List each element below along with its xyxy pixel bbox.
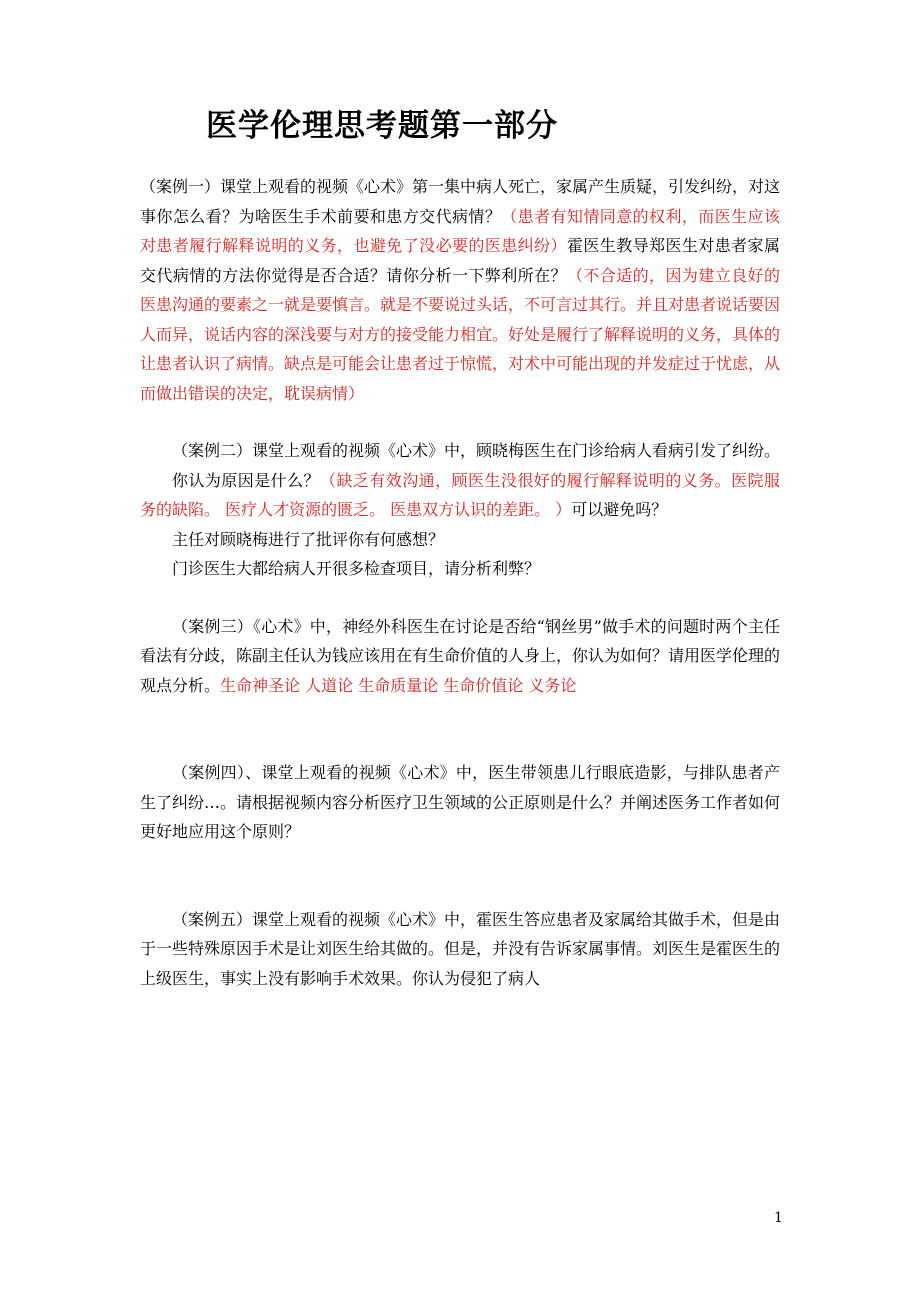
- case2-answer1: （缺乏有效沟通，顾医生没很好的履行解释说明的义务。医院服务的缺陷。 医疗人才资源的匮乏。 医患双方认识的差距。 ）: [140, 470, 780, 519]
- case3-answer: 生命神圣论 人道论 生命质量论 生命价值论 义务论: [220, 675, 577, 695]
- page-title: 医学伦理思考题第一部分: [206, 108, 558, 144]
- case1-paragraph: [140, 172, 780, 408]
- case3-paragraph: [140, 612, 780, 701]
- case1-answer2: （不合适的，因为建立良好的医患沟通的要素之一就是要慎言。就是不要说过头话，不可言过其行。并且对患者说话要因人而异，说话内容的深浅要与对方的接受能力相宜。好处是履行了解释说明的义务，具体的让患者认识了病情。缺点是可能会让患者过于惊慌，对术中可能出现的并发症过于忧虑，从而做出错误的决定，耽误病情）: [140, 265, 781, 403]
- case5-paragraph: （案例五）课堂上观看的视频《心术》中，霍医生答应患者及家属给其做手术，但是由于一些特殊原因手术是让刘医生给其做的。但是，并没有告诉家属事情。刘医生是霍医生的上级医生，事实上没有影响手术效果。你认为侵犯了病人: [140, 909, 781, 988]
- document-body: [140, 172, 780, 993]
- page-number: 1: [774, 1210, 783, 1226]
- case1-question2: 霍医生教导郑医生对患者家属交代病情的方法你觉得是否合适？请你分析一下弊利所在？: [140, 236, 780, 285]
- spacer: [140, 408, 780, 436]
- case1-answer1: （患者有知情同意的权利，而医生应该对患者履行解释说明的义务，也避免了没必要的医患纠纷）: [140, 206, 780, 255]
- case2-question1: 你认为原因是什么？: [172, 470, 320, 490]
- spacer: [140, 700, 780, 758]
- case1-question1: （案例一）课堂上观看的视频《心术》第一集中病人死亡，家属产生质疑，引发纠纷，对这事你怎么看？为啥医生手术前要和患方交代病情？: [140, 177, 781, 226]
- case2-question2: 主任对顾晓梅进行了批评你有何感想？: [172, 529, 445, 549]
- case4-paragraph: （案例四）、课堂上观看的视频《心术》中，医生带领患儿行眼底造影，与排队患者产生了纠纷…。请根据视频内容分析医疗卫生领域的公正原则是什么？并阐述医务工作者如何更好地应用这个原则？: [140, 763, 781, 841]
- case3-question: （案例三）《心术》中，神经外科医生在讨论是否给“钢丝男”做手术的问题时两个主任看法有分歧，陈副主任认为钱应该用在有生命价值的人身上，你认为如何？请用医学伦理的观点分析。: [140, 616, 781, 695]
- case2-intro: （案例二）课堂上观看的视频《心术》中，顾晓梅医生在门诊给病人看病引发了纠纷。: [172, 441, 781, 460]
- case2-question1-tail: 可以避免吗？: [571, 500, 668, 519]
- case2-question1-paragraph: [140, 466, 780, 525]
- spacer: [140, 847, 780, 905]
- spacer: [140, 584, 780, 612]
- case2-question3: 门诊医生大都给病人开很多检查项目，请分析利弊？: [172, 559, 541, 578]
